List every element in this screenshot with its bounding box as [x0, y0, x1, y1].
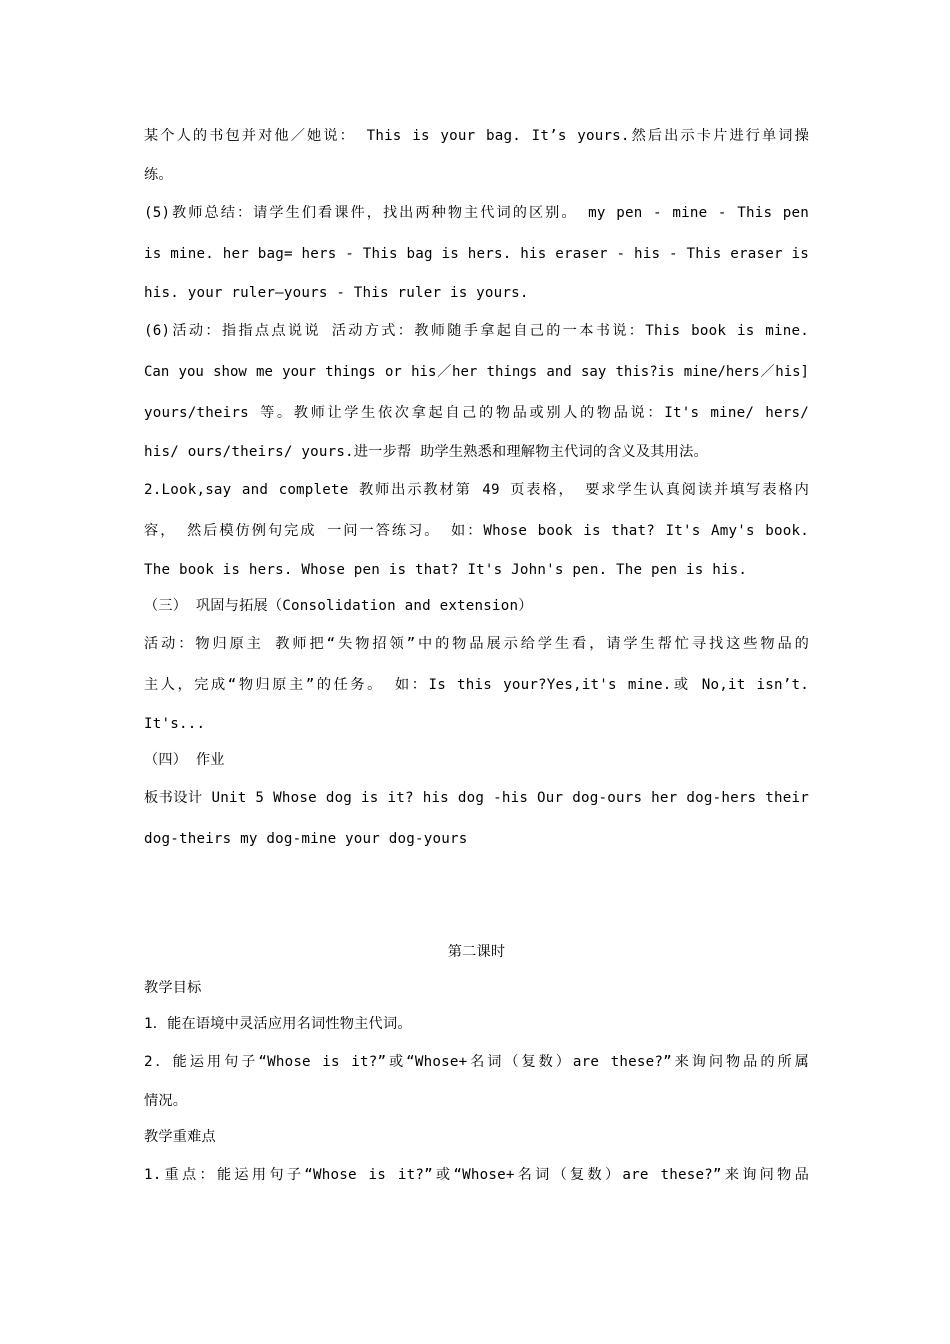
text-line: Can you show me your things or his／her things and say this?is mine/hers／his]	[144, 364, 809, 380]
spacer	[144, 860, 809, 934]
text-line: 容， 然后模仿例句完成 一问一答练习。 如：Whose book is that? It's Amy's book.	[144, 523, 809, 539]
text-line: The book is hers. Whose pen is that? It's John's pen. The pen is his.	[144, 562, 748, 578]
text-line: 某个人的书包并对他／她说： This is your bag. It’s yours.然后出示卡片进行单词操	[144, 128, 809, 144]
text-line: 主人，完成“物归原主”的任务。 如：Is this your?Yes,it's mine.或 No,it isn’t.	[144, 677, 809, 693]
text-line: his/ ours/theirs/ yours.进一步帮 助学生熟悉和理解物主代词的含义及其用法。	[144, 444, 708, 460]
text-line: 1．能在语境中灵活应用名词性物主代词。	[144, 1016, 412, 1032]
text-line: 活动：物归原主 教师把“失物招领”中的物品展示给学生看，请学生帮忙寻找这些物品的	[144, 636, 809, 652]
text-line: 练。	[144, 167, 173, 183]
document-page	[144, 116, 809, 1196]
section-heading: （三） 巩固与拓展（Consolidation and extension）	[144, 598, 533, 614]
text-line: 板书设计 Unit 5 Whose dog is it? his dog -his Our dog-ours her dog-hers their	[144, 790, 809, 806]
text-line: 1.重点：能运用句子“Whose is it?”或“Whose+名词（复数）are these?”来询问物品	[144, 1167, 809, 1183]
text-line: 2.Look,say and complete 教师出示教材第 49 页表格， 要求学生认真阅读并填写表格内	[144, 482, 809, 498]
section-heading: 教学目标	[144, 980, 202, 996]
text-line: 2．能运用句子“Whose is it?”或“Whose+名词（复数）are these?”来询问物品的所属	[144, 1054, 809, 1070]
text-line: his. your ruler—yours - This ruler is yours.	[144, 285, 529, 301]
text-line: (5)教师总结：请学生们看课件，找出两种物主代词的区别。 my pen - mine - This pen	[144, 205, 809, 221]
text-line: yours/theirs 等。教师让学生依次拿起自己的物品或别人的物品说：It's mine/ hers/	[144, 405, 809, 421]
text-line: dog-theirs my dog-mine your dog-yours	[144, 831, 468, 847]
text-line: (6)活动：指指点点说说 活动方式：教师随手拿起自己的一本书说：This book is mine.	[144, 323, 809, 339]
text-line: It's...	[144, 716, 206, 732]
text-line: 情况。	[144, 1093, 188, 1109]
section-heading: 教学重难点	[144, 1129, 216, 1145]
lesson-heading: 第二课时	[447, 944, 506, 960]
text-line: is mine. her bag= hers - This bag is hers. his eraser - his - This eraser is	[144, 246, 809, 262]
section-heading: （四） 作业	[144, 752, 225, 768]
